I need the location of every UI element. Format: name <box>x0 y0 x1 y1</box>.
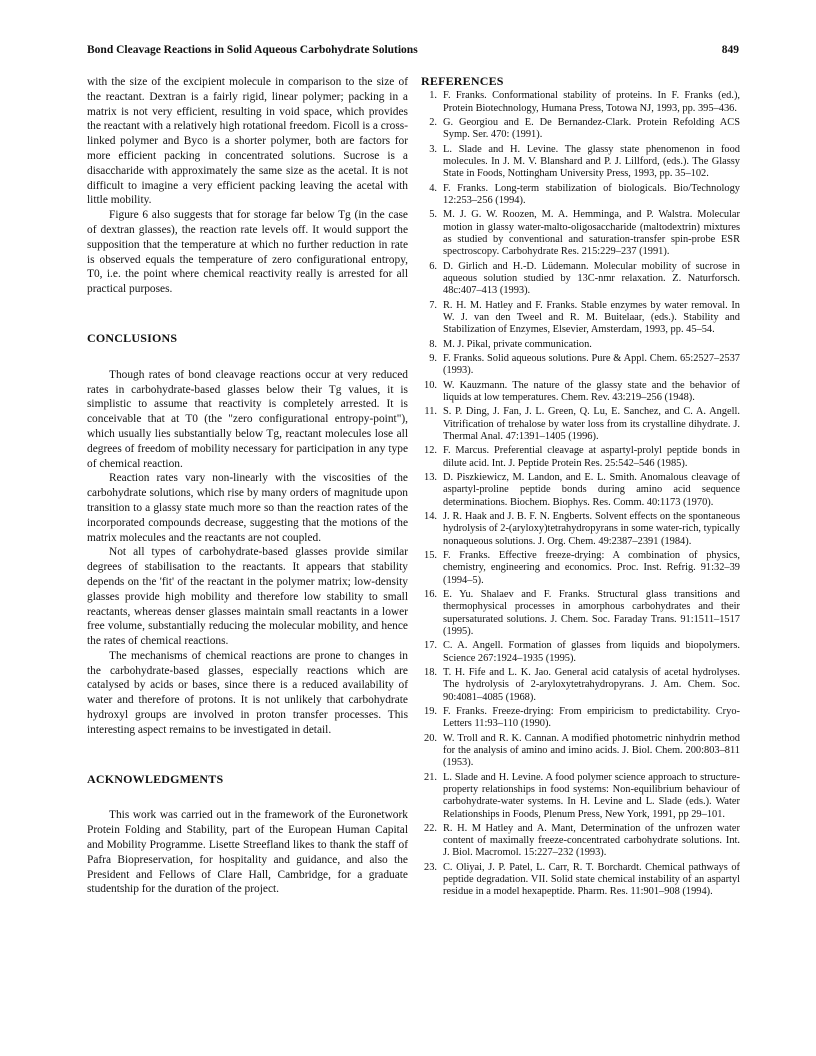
reference-number: 21. <box>424 771 437 783</box>
running-title: Bond Cleavage Reactions in Solid Aqueous Carbohydrate Solutions <box>87 44 418 56</box>
reference-text: M. J. G. W. Roozen, M. A. Hemminga, and P. Walstra. Molecular motion in glassy water-malto-oligosaccharide (maltodextrin) mixtures as studied by conventional and saturation-transfer spin-probe ESR spectroscopy. Carbohydrate Res. 215:229–237 (1991). <box>443 209 740 258</box>
reference-item <box>421 706 740 731</box>
body-paragraph: Reaction rates vary non-linearly with the viscosities of the carbohydrate solutions, which rise by many orders of magnitude upon transition to a glassy state much more so than the reaction rates of the incorporated compounds decrease, suggesting that the motions of the matrix molecules and the reactants are not coupled. <box>87 472 408 544</box>
reference-item <box>421 445 740 470</box>
reference-text: F. Franks. Conformational stability of proteins. In F. Franks (ed.), Protein Biotechnology, Humana Press, Totowa NJ, 1993, pp. 395–436. <box>443 90 740 114</box>
reference-item <box>421 209 740 258</box>
reference-item <box>421 261 740 298</box>
reference-number: 3. <box>429 143 437 155</box>
reference-item <box>421 640 740 665</box>
reference-text: F. Franks. Long-term stabilization of biologicals. Bio/Technology 12:253–256 (1994). <box>443 182 740 206</box>
reference-item <box>421 183 740 208</box>
reference-text: M. J. Pikal, private communication. <box>443 338 592 350</box>
reference-number: 9. <box>429 352 437 364</box>
reference-text: C. A. Angell. Formation of glasses from liquids and biopolymers. Science 267:1924–1935 (1995). <box>443 640 740 664</box>
reference-number: 22. <box>424 822 437 834</box>
page-number: 849 <box>721 44 739 56</box>
reference-item <box>421 550 740 587</box>
reference-text: W. Troll and R. K. Cannan. A modified photometric ninhydrin method for the analysis of amino and imino acids. J. Biol. Chem. 200:803–811 (1953). <box>443 732 740 769</box>
reference-item <box>421 300 740 337</box>
reference-number: 20. <box>424 732 437 744</box>
reference-item <box>421 667 740 704</box>
reference-text: J. R. Haak and J. B. F. N. Engberts. Solvent effects on the spontaneous hydrolysis of 2-(aryloxy)tetrahydropyrans in some water-rich, typically nonaqueous solutions. J. Org. Chem. 49:2387–2391 (1984). <box>443 511 740 547</box>
reference-item <box>421 862 740 899</box>
reference-text: E. Yu. Shalaev and F. Franks. Structural glass transitions and thermophysical processes in amorphous carbohydrates and their supersaturated solutions. J. Chem. Soc. Faraday Trans. 91:1511–1517 (1995). <box>443 588 740 637</box>
reference-item <box>421 117 740 142</box>
left-column <box>87 75 408 897</box>
reference-item <box>421 511 740 548</box>
reference-number: 19. <box>424 705 437 717</box>
body-paragraph: Though rates of bond cleavage reactions occur at very reduced rates in carbohydrate-based glasses below their Tg values, it is simplistic to assume that reactivity is completely arrested. It is conceivable that at T0 (the "zero configurational entropy-point"), which usually lies substantially below Tg, reactant molecules lose all degrees of freedom of mobility necessary for participation in any type of chemical reaction. <box>87 368 408 470</box>
reference-item <box>421 380 740 405</box>
reference-text: R. H. M Hatley and A. Mant, Determination of the unfrozen water content of maximally freeze-concentrated carbohydrate solutions. Int. J. Biol. Macromol. 15:227–232 (1993). <box>443 822 740 859</box>
reference-number: 8. <box>429 338 437 350</box>
reference-number: 17. <box>424 640 437 652</box>
references-column <box>421 75 740 901</box>
reference-item <box>421 339 740 351</box>
reference-number: 1. <box>429 90 437 102</box>
reference-item <box>421 772 740 821</box>
reference-number: 14. <box>424 511 437 523</box>
reference-number: 7. <box>429 299 437 311</box>
reference-number: 15. <box>424 550 437 561</box>
reference-item <box>421 144 740 181</box>
reference-item <box>421 472 740 509</box>
references-heading: REFERENCES <box>421 74 504 88</box>
acknowledgments-heading: ACKNOWLEDGMENTS <box>87 771 224 786</box>
reference-item <box>421 823 740 860</box>
reference-text: R. H. M. Hatley and F. Franks. Stable enzymes by water removal. In W. J. van den Tweel and R. M. Buitelaar, (eds.). Stability and Stabilization of Enzymes, Elsevier, Amsterdam, 1993, pp. 45–54. <box>443 299 740 336</box>
reference-text: F. Franks. Freeze-drying: From empiricism to predictability. Cryo-Letters 11:93–110 (1990). <box>443 705 740 730</box>
reference-text: W. Kauzmann. The nature of the glassy state and the behavior of liquids at low temperatures. Chem. Rev. 43:219–256 (1948). <box>443 379 740 403</box>
reference-text: F. Marcus. Preferential cleavage at aspartyl-prolyl peptide bonds in dilute acid. Int. J. Peptide Protein Res. 25:542–546 (1985). <box>443 445 740 469</box>
conclusions-heading: CONCLUSIONS <box>87 330 178 345</box>
reference-text: F. Franks. Solid aqueous solutions. Pure & Appl. Chem. 65:2527–2537 (1993). <box>443 352 740 377</box>
reference-number: 16. <box>424 588 437 600</box>
body-paragraph: The mechanisms of chemical reactions are prone to changes in the carbohydrate-based glasses, especially reactions which are catalysed by acids or bases, since there is a reduced availability of water and therefore of protons. It is not unlikely that carbohydrate hydroxyl groups are involved in proton transfer processes. This interesting aspect remains to be investigated in detail. <box>87 649 408 736</box>
reference-number: 2. <box>429 116 437 128</box>
reference-text: D. Girlich and H.-D. Lüdemann. Molecular mobility of sucrose in aqueous solution studied by 13C-nmr relaxation. Z. Naturforsch. 48c:407–413 (1993). <box>443 260 740 297</box>
reference-text: L. Slade and H. Levine. A food polymer science approach to structure-property relationships in food systems: Non-equilibrium behaviour of carbohydrate-water systems. In H. Levine and L. Slade (eds.). Water Relationships in Foods, Plenum Press, New York, 1991, pp 29–101. <box>443 771 740 820</box>
body-paragraph: Not all types of carbohydrate-based glasses provide similar degrees of stabilisation to the reactants. It appears that stability depends on the 'fit' of the reactant in the polymer matrix; low-density glasses provide high mobility and therefore low stability to small reactants, whereas denser glasses maintain small reactants in a lower free volume, substantially reducing the molecular mobility, and hence the rates of chemical reactions. <box>87 546 408 648</box>
reference-list <box>421 90 740 898</box>
reference-text: L. Slade and H. Levine. The glassy state phenomenon in food molecules. In J. M. V. Blanshard and P. J. Lillford, (eds.). The Glassy State in Foods, Nottingham University Press, 1993, pp. 35–102. <box>443 143 740 180</box>
reference-text: G. Georgiou and E. De Bernandez-Clark. Protein Refolding ACS Symp. Ser. 470: (1991). <box>443 116 740 141</box>
reference-text: D. Piszkiewicz, M. Landon, and E. L. Smith. Anomalous cleavage of aspartyl-proline peptide bonds during amino acid sequence determinations. Biochem. Biophys. Res. Comm. 40:1173 (1970). <box>443 472 740 508</box>
reference-number: 6. <box>429 260 437 272</box>
reference-item <box>421 90 740 115</box>
reference-item <box>421 406 740 443</box>
body-paragraph: with the size of the excipient molecule in comparison to the size of the reactant. Dextran is a fairly rigid, linear polymer; packing in a matrix is not very efficient, resulting in void space, which provides the reactant with a relatively high rotational freedom. Ficoll is a cross-linked polymer and Byco is a shorter polymer, both are factors for more efficient packing in concentrated solutions. Sucrose is a disaccharide with approximately the same size as the acetal. It is not difficult to imagine a very efficient packing leaving the acetal with little mobility. <box>87 76 408 207</box>
reference-number: 18. <box>424 666 437 678</box>
page-header <box>87 44 739 60</box>
reference-text: C. Oliyai, J. P. Patel, L. Carr, R. T. Borchardt. Chemical pathways of peptide degradation. VII. Solid state chemical instability of an aspartyl residue in a model hexapeptide. Pharm. Res. 11:901–908 (1994). <box>443 861 740 898</box>
body-paragraph: This work was carried out in the framework of the Euronetwork Protein Folding and Stability, part of the European Human Capital and Mobility Programme. Lisette Streefland likes to thank the staff of Pafra Biopreservation, for hospitality and guidance, and also the President and Fellows of Clare Hall, Cambridge, for a graduate studentship for the duration of the project. <box>87 809 408 896</box>
reference-number: 5. <box>429 209 437 221</box>
reference-item <box>421 733 740 770</box>
reference-number: 13. <box>424 472 437 484</box>
reference-number: 23. <box>424 861 437 873</box>
reference-number: 4. <box>429 182 437 194</box>
reference-number: 11. <box>424 406 437 418</box>
reference-text: S. P. Ding, J. Fan, J. L. Green, Q. Lu, E. Sanchez, and C. A. Angell. Vitrification of trehalose by water loss from its crystalline dihydrate. J. Thermal Anal. 47:1391–1405 (1996). <box>443 406 740 442</box>
reference-item <box>421 589 740 638</box>
reference-text: T. H. Fife and L. K. Jao. General acid catalysis of acetal hydrolyses. The hydrolysis of 2-aryloxytetrahydropyrans. J. Am. Chem. Soc. 90:4081–4085 (1968). <box>443 666 740 703</box>
reference-item <box>421 353 740 378</box>
reference-text: F. Franks. Effective freeze-drying: A combination of physics, chemistry, engineering and economics. Proc. Inst. Refrig. 91:32–39 (1994–5). <box>443 550 740 586</box>
reference-number: 12. <box>424 445 437 457</box>
body-paragraph: Figure 6 also suggests that for storage far below Tg (in the case of dextran glasses), the reaction rate levels off. It would support the supposition that the temperature at which no further reduction in rate is observed equals the temperature of zero configurational entropy, T0, i.e. the point where chemical reactivity really is arrested for all practical purposes. <box>87 209 408 296</box>
reference-number: 10. <box>424 379 437 391</box>
